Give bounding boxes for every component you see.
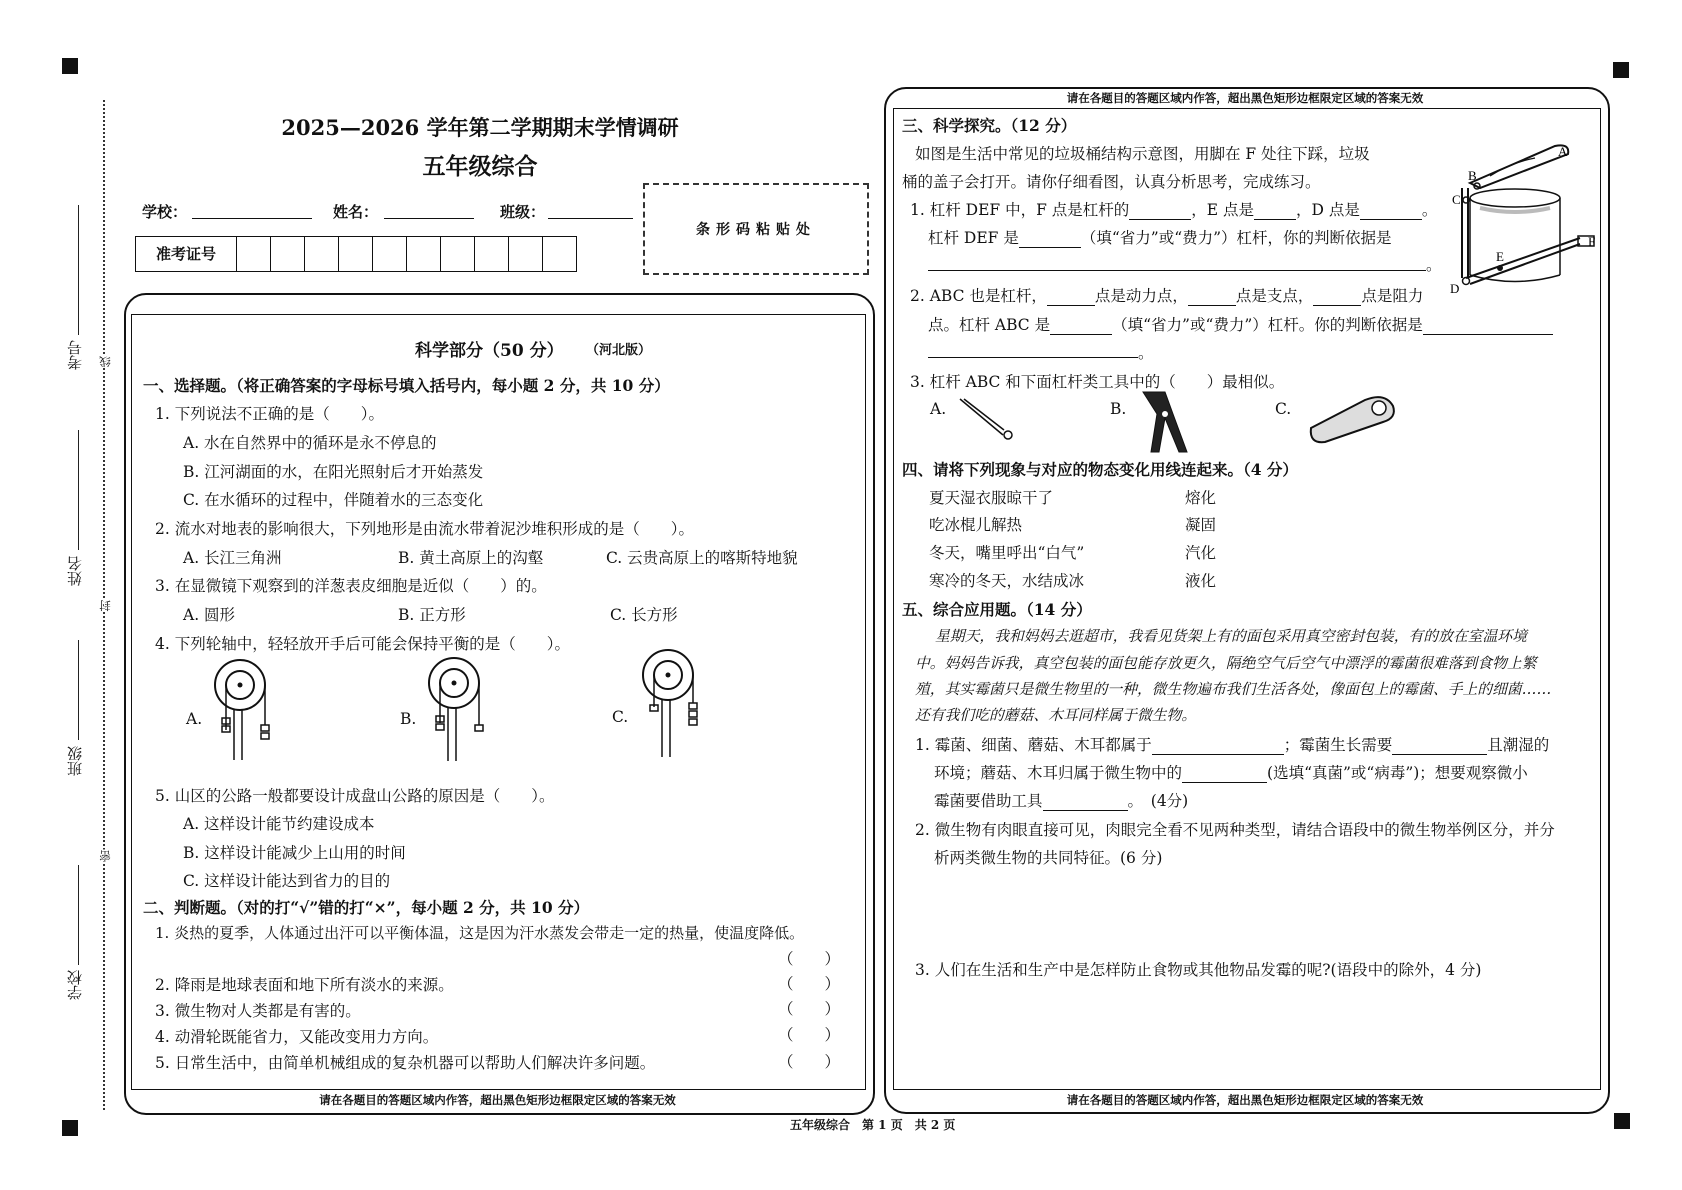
phenomenon-1: 夏天湿衣服晾干了 — [929, 489, 1054, 507]
q1-1-option-a: A. 水在自然界中的循环是永不停息的 — [183, 434, 437, 452]
q1-3-stem: 3. 在显微镜下观察到的洋葱表皮细胞是近似（ ）的。 — [155, 577, 547, 595]
name-label: 姓名： — [333, 203, 379, 221]
period: 。 — [1138, 344, 1154, 362]
registration-mark — [62, 1120, 78, 1136]
q1-1-stem: 1. 下列说法不正确的是（ ）。 — [155, 405, 384, 423]
q5-2-answer-area[interactable] — [915, 870, 1585, 950]
fig-label-b: B — [1468, 168, 1477, 183]
answer-blank[interactable] — [1360, 219, 1422, 220]
binding-mark: 密 — [98, 850, 112, 862]
binding-underline — [78, 865, 79, 965]
judge-answer-4[interactable]: （ ） — [778, 1026, 841, 1044]
exam-number-label: 准考证号 — [136, 237, 237, 271]
q3-1-line1: 1. 杠杆 DEF 中，F 点是杠杆的 ，E 点是 ，D 点是 。 — [910, 201, 1438, 219]
q5-1-line2: 环境；蘑菇、木耳归属于微生物中的 (选填“真菌”或“病毒”)；想要观察微小 — [934, 764, 1528, 782]
exam-subtitle: 五年级综合 — [422, 153, 538, 180]
class-label: 班级： — [500, 203, 546, 221]
answer-line[interactable] — [928, 270, 1426, 271]
judge-item-4: 4. 动滑轮既能省力，又能改变用力方向。 — [155, 1028, 439, 1046]
q5-2-line2: 析两类微生物的共同特征。(6 分) — [934, 849, 1163, 867]
q5-1-line1: 1. 霉菌、细菌、蘑菇、木耳都属于 ；霉菌生长需要 且潮湿的 — [915, 736, 1550, 754]
exam-number-grid[interactable] — [135, 236, 577, 272]
passage-line-3: 殖，其实霉菌只是微生物里的一种，微生物遍布我们生活各处，像面包上的霉菌、手上的细菌…… — [915, 681, 1552, 698]
fig-label-d: D — [1450, 281, 1460, 296]
q1-3-option-c: C. 长方形 — [610, 606, 678, 624]
q5-2-line1: 2. 微生物有肉眼直接可见，肉眼完全看不见两种类型，请结合语段中的微生物举例区分，并分 — [915, 821, 1555, 839]
section-4-heading: 四、请将下列现象与对应的物态变化用线连起来。（4 分） — [902, 460, 1298, 479]
exam-number-cell[interactable] — [305, 237, 339, 271]
answer-blank[interactable] — [1019, 247, 1081, 248]
q1-3-option-b: B. 正方形 — [398, 606, 466, 624]
passage-line-2: 中。妈妈告诉我，真空包装的面包能存放更久，隔绝空气后空气中漂浮的霉菌很难落到食物上繁 — [915, 655, 1537, 672]
judge-answer-5[interactable]: （ ） — [778, 1053, 841, 1071]
school-label: 学校： — [142, 203, 188, 221]
q1-1-option-b: B. 江河湖面的水，在阳光照射后才开始蒸发 — [183, 463, 484, 481]
q1-5-option-b: B. 这样设计能减少上山用的时间 — [183, 844, 406, 862]
fig-label-e: E — [1496, 249, 1504, 264]
judge-item-2: 2. 降雨是地球表面和地下所有淡水的来源。 — [155, 976, 454, 994]
notice-right-bottom: 请在各题目的答题区域内作答，超出黑色矩形边框限定区域的答案无效 — [1066, 1093, 1424, 1107]
judge-answer-2[interactable]: （ ） — [778, 975, 841, 993]
tweezers-icon — [958, 397, 1018, 442]
q1-1-option-c: C. 在水循环的过程中，伴随着水的三态变化 — [183, 491, 484, 509]
binding-label-class: 班级 — [66, 746, 84, 776]
phenomenon-3: 冬天，嘴里呼出“白气” — [929, 544, 1085, 562]
q1-2-option-b: B. 黄土高原上的沟壑 — [398, 549, 544, 567]
q3-3-option-c: C. — [1275, 400, 1292, 418]
answer-line[interactable] — [928, 357, 1138, 358]
trash-can-lever-figure — [1440, 138, 1600, 298]
exam-number-cell[interactable] — [271, 237, 305, 271]
barcode-label: 条形码粘贴处 — [696, 222, 816, 238]
judge-item-5: 5. 日常生活中，由简单机械组成的复杂机器可以帮助人们解决许多问题。 — [155, 1054, 656, 1072]
registration-mark — [1614, 1113, 1630, 1129]
q1-4-stem: 4. 下列轮轴中，轻轻放开手后可能会保持平衡的是（ ）。 — [155, 635, 570, 653]
pliers-icon — [1135, 390, 1195, 455]
section-1-heading: 一、选择题。（将正确答案的字母标号填入括号内，每小题 2 分，共 10 分） — [143, 376, 670, 395]
q1-2-option-c: C. 云贵高原上的喀斯特地貌 — [606, 549, 798, 567]
section-3-intro-2: 桶的盖子会打开。请你仔细看图，认真分析思考，完成练习。 — [902, 173, 1321, 191]
state-change-4: 液化 — [1185, 572, 1217, 590]
answer-blank[interactable] — [1152, 754, 1284, 755]
q3-3-option-a: A. — [930, 400, 947, 418]
answer-blank[interactable] — [1423, 334, 1553, 335]
fig-label-a: A — [1558, 144, 1568, 159]
q3-2-line1: 2. ABC 也是杠杆， 点是动力点， 点是支点， 点是阻力 — [910, 287, 1424, 305]
binding-underline — [78, 640, 79, 740]
q3-3-stem: 3. 杠杆 ABC 和下面杠杆类工具中的（ ）最相似。 — [910, 373, 1285, 391]
page-footer: 五年级综合 第 1 页 共 2 页 — [790, 1118, 956, 1132]
answer-blank[interactable] — [1254, 219, 1296, 220]
fig-label-c: C — [1452, 192, 1461, 207]
q3-2-line2: 点。杠杆 ABC 是 （填“省力”或“费力”）杠杆。你的判断依据是 — [928, 313, 1553, 335]
notice-right-top: 请在各题目的答题区域内作答，超出黑色矩形边框限定区域的答案无效 — [1066, 91, 1424, 105]
judge-answer-3[interactable]: （ ） — [778, 1000, 841, 1018]
period: 。 — [1426, 256, 1442, 274]
section-5-heading: 五、综合应用题。（14 分） — [902, 600, 1092, 619]
wheel-axle-a-figure — [208, 655, 278, 765]
notice-left: 请在各题目的答题区域内作答，超出黑色矩形边框限定区域的答案无效 — [319, 1093, 676, 1107]
q1-4-option-a: A. — [186, 710, 203, 728]
section-2-heading: 二、判断题。（对的打“√”错的打“×”，每小题 2 分，共 10 分） — [143, 898, 590, 917]
answer-blank[interactable] — [1313, 305, 1361, 306]
answer-blank[interactable] — [1188, 305, 1236, 306]
exam-number-cell[interactable] — [509, 237, 543, 271]
name-field[interactable] — [384, 218, 474, 219]
exam-number-cell[interactable] — [441, 237, 475, 271]
state-change-2: 凝固 — [1185, 516, 1217, 534]
q1-5-option-c: C. 这样设计能达到省力的目的 — [183, 872, 391, 890]
science-edition: （河北版） — [586, 343, 652, 358]
q1-3-option-a: A. 圆形 — [183, 606, 236, 624]
judge-item-1: 1. 炎热的夏季，人体通过出汗可以平衡体温，这是因为汗水蒸发会带走一定的热量，使温度降低。 — [155, 924, 805, 942]
answer-blank[interactable] — [1050, 334, 1112, 335]
registration-mark — [1613, 62, 1629, 78]
answer-blank[interactable] — [1392, 754, 1487, 755]
section-3-heading: 三、科学探究。（12 分） — [902, 116, 1077, 135]
barcode-area — [643, 183, 869, 275]
exam-number-cell[interactable] — [237, 237, 271, 271]
exam-number-cell[interactable] — [373, 237, 407, 271]
registration-mark — [62, 58, 78, 74]
judge-item-3: 3. 微生物对人类都是有害的。 — [155, 1002, 361, 1020]
wheel-axle-b-figure — [422, 653, 492, 765]
binding-label-school: 学校 — [66, 970, 84, 1000]
binding-mark: 线 — [98, 356, 112, 368]
binding-label-exam-no: 考号 — [66, 340, 84, 370]
binding-underline — [78, 205, 79, 335]
school-field[interactable] — [192, 218, 312, 219]
q1-5-option-a: A. 这样设计能节约建设成本 — [183, 815, 375, 833]
bottle-opener-icon — [1305, 390, 1400, 445]
exam-number-cell[interactable] — [339, 237, 373, 271]
binding-label-name: 姓名 — [66, 556, 84, 586]
answer-blank[interactable] — [1043, 810, 1128, 811]
q1-2-stem: 2. 流水对地表的影响很大，下列地形是由流水带着泥沙堆积形成的是（ ）。 — [155, 520, 694, 538]
wheel-axle-c-figure — [636, 645, 706, 760]
phenomenon-4: 寒冷的冬天，水结成冰 — [929, 572, 1085, 590]
exam-title: 2025—2026 学年第二学期期末学情调研 — [281, 115, 679, 140]
q3-3-option-b: B. — [1110, 400, 1127, 418]
q5-3-stem: 3. 人们在生活和生产中是怎样防止食物或其他物品发霉的呢?(语段中的除外，4 分) — [915, 961, 1482, 979]
answer-blank[interactable] — [1182, 782, 1267, 783]
q5-1-line3: 霉菌要借助工具 。 (4分) — [934, 792, 1189, 810]
q1-4-option-b: B. — [400, 710, 417, 728]
q1-2-option-a: A. 长江三角洲 — [183, 549, 282, 567]
q1-4-option-c: C. — [612, 708, 629, 726]
phenomenon-2: 吃冰棍儿解热 — [929, 516, 1023, 534]
exam-number-cell[interactable] — [475, 237, 509, 271]
answer-blank[interactable] — [1129, 219, 1191, 220]
exam-number-cell[interactable] — [543, 237, 576, 271]
binding-mark: 封 — [98, 600, 112, 612]
class-field[interactable] — [548, 218, 633, 219]
q5-3-answer-area[interactable] — [915, 985, 1585, 1080]
state-change-3: 汽化 — [1185, 544, 1217, 562]
answer-blank[interactable] — [1047, 305, 1095, 306]
fig-label-f: F — [1588, 234, 1596, 249]
state-change-1: 熔化 — [1185, 489, 1217, 507]
section-3-intro-1: 如图是生活中常见的垃圾桶结构示意图，用脚在 F 处往下踩，垃圾 — [915, 145, 1370, 163]
exam-number-cell[interactable] — [407, 237, 441, 271]
binding-underline — [78, 430, 79, 550]
q3-1-line2: 杠杆 DEF 是 （填“省力”或“费力”）杠杆，你的判断依据是 — [928, 229, 1392, 247]
science-title: 科学部分（50 分） — [415, 341, 564, 361]
passage-line-4: 还有我们吃的蘑菇、木耳同样属于微生物。 — [915, 707, 1197, 724]
passage-line-1: 星期天，我和妈妈去逛超市，我看见货架上有的面包采用真空密封包装，有的放在室温环境 — [935, 628, 1527, 645]
judge-answer-1[interactable]: （ ） — [778, 950, 841, 968]
q1-5-stem: 5. 山区的公路一般都要设计成盘山公路的原因是（ ）。 — [155, 787, 555, 805]
